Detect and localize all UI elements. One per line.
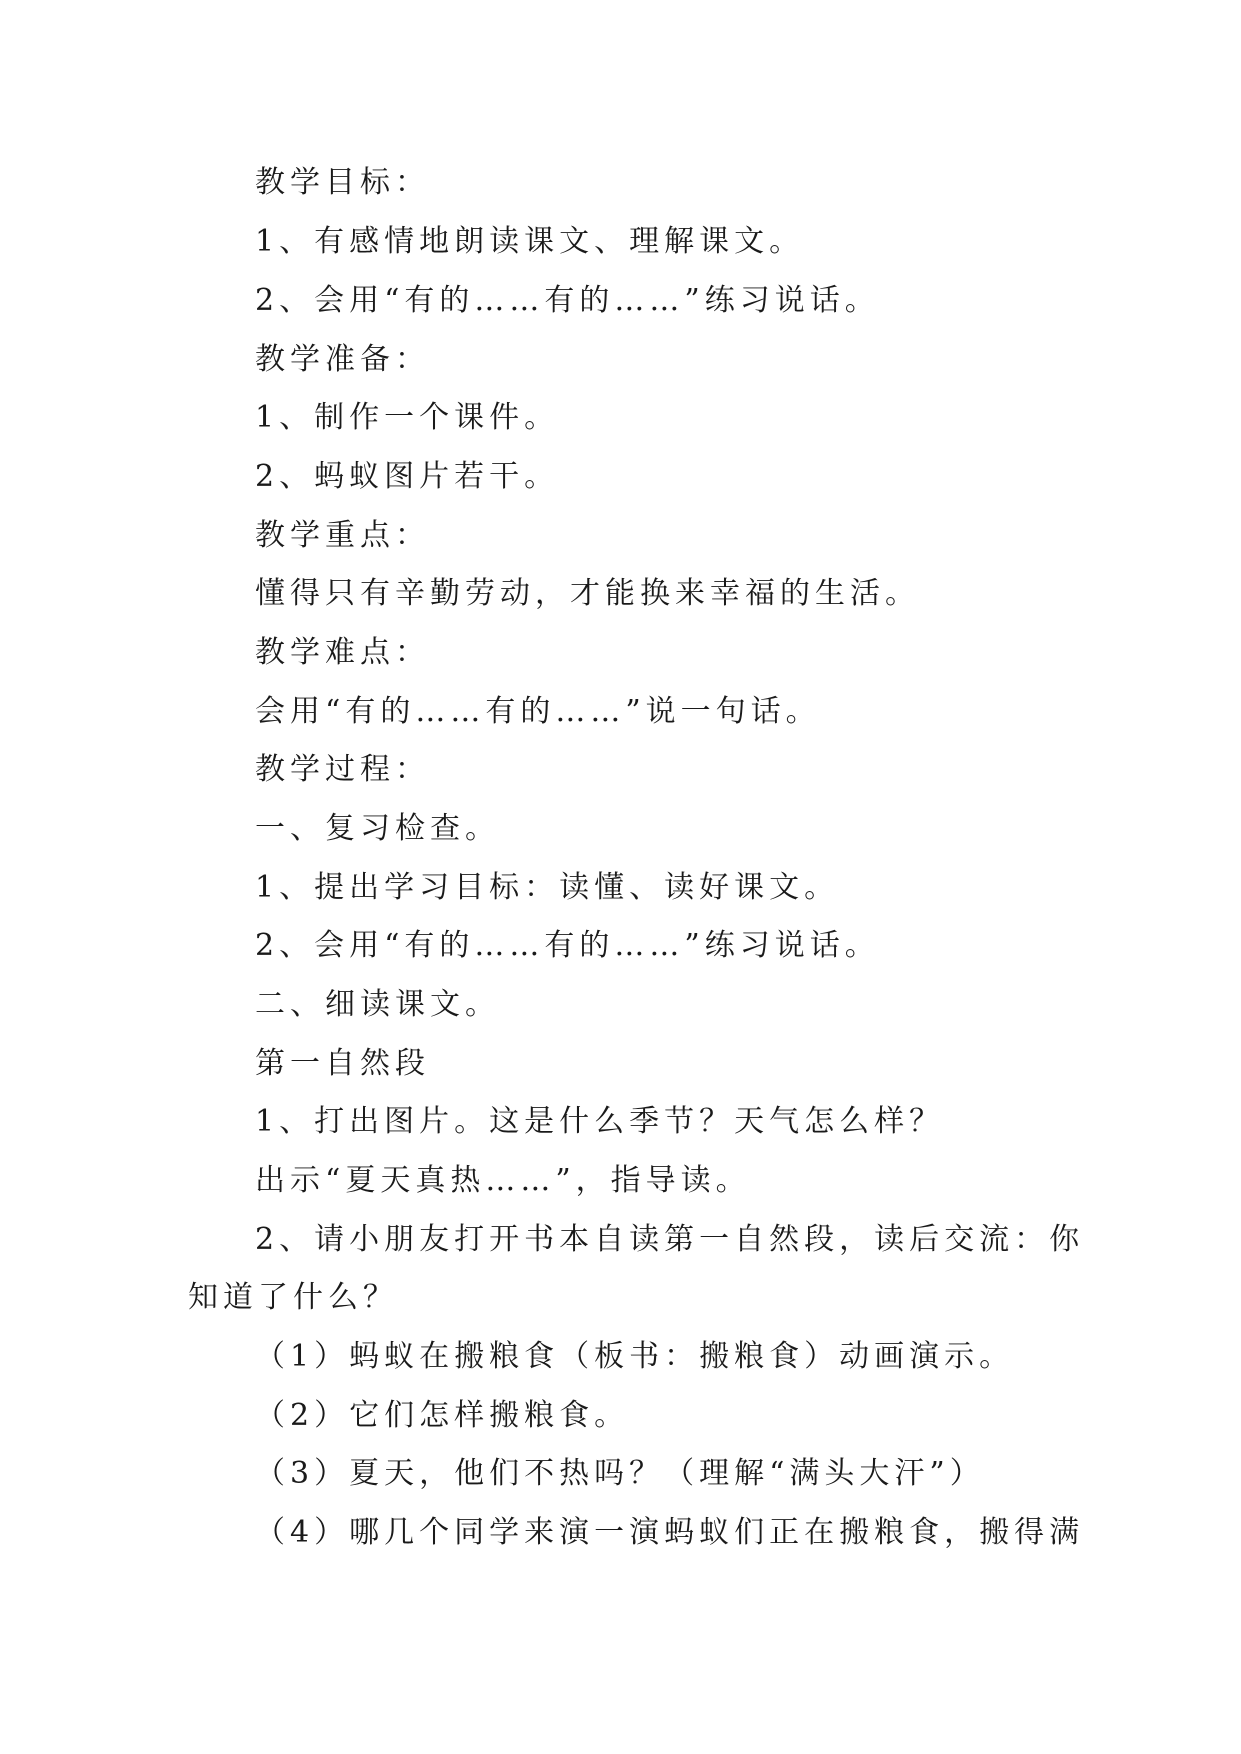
heading-difficulties: 教学难点： [255, 635, 430, 670]
heading-key-points: 教学重点： [255, 518, 430, 553]
preparation-item-1: 1、制作一个课件。 [255, 400, 560, 435]
review-item-1: 1、提出学习目标：读懂、读好课文。 [255, 870, 840, 905]
section-close-reading: 二、细读课文。 [255, 987, 500, 1022]
difficulty-text: 会用“有的……有的……”说一句话。 [255, 694, 821, 729]
sub-item-4: （4）哪几个同学来演一演蚂蚁们正在搬粮食，搬得满 [255, 1515, 1085, 1550]
key-point-text: 懂得只有辛勤劳动，才能换来幸福的生活。 [255, 576, 920, 611]
heading-teaching-preparation: 教学准备： [255, 342, 430, 377]
step-2: 2、请小朋友打开书本自读第一自然段，读后交流：你 [255, 1222, 1085, 1257]
step-2-continued: 知道了什么？ [188, 1280, 398, 1315]
sub-item-3: （3）夏天，他们不热吗？（理解“满头大汗”） [255, 1456, 985, 1491]
review-item-2: 2、会用“有的……有的……”练习说话。 [255, 928, 880, 963]
paragraph-one-heading: 第一自然段 [255, 1046, 430, 1081]
heading-teaching-process: 教学过程： [255, 752, 430, 787]
goal-item-1: 1、有感情地朗读课文、理解课文。 [255, 224, 805, 259]
section-review: 一、复习检查。 [255, 811, 500, 846]
step-1: 1、打出图片。这是什么季节？天气怎么样？ [255, 1104, 945, 1139]
preparation-item-2: 2、蚂蚁图片若干。 [255, 459, 560, 494]
sub-item-2: （2）它们怎样搬粮食。 [255, 1398, 630, 1433]
sub-item-1: （1）蚂蚁在搬粮食（板书：搬粮食）动画演示。 [255, 1339, 1015, 1374]
step-1-show: 出示“夏天真热……”，指导读。 [255, 1163, 751, 1198]
goal-item-2: 2、会用“有的……有的……”练习说话。 [255, 283, 880, 318]
heading-teaching-goals: 教学目标： [255, 165, 430, 200]
